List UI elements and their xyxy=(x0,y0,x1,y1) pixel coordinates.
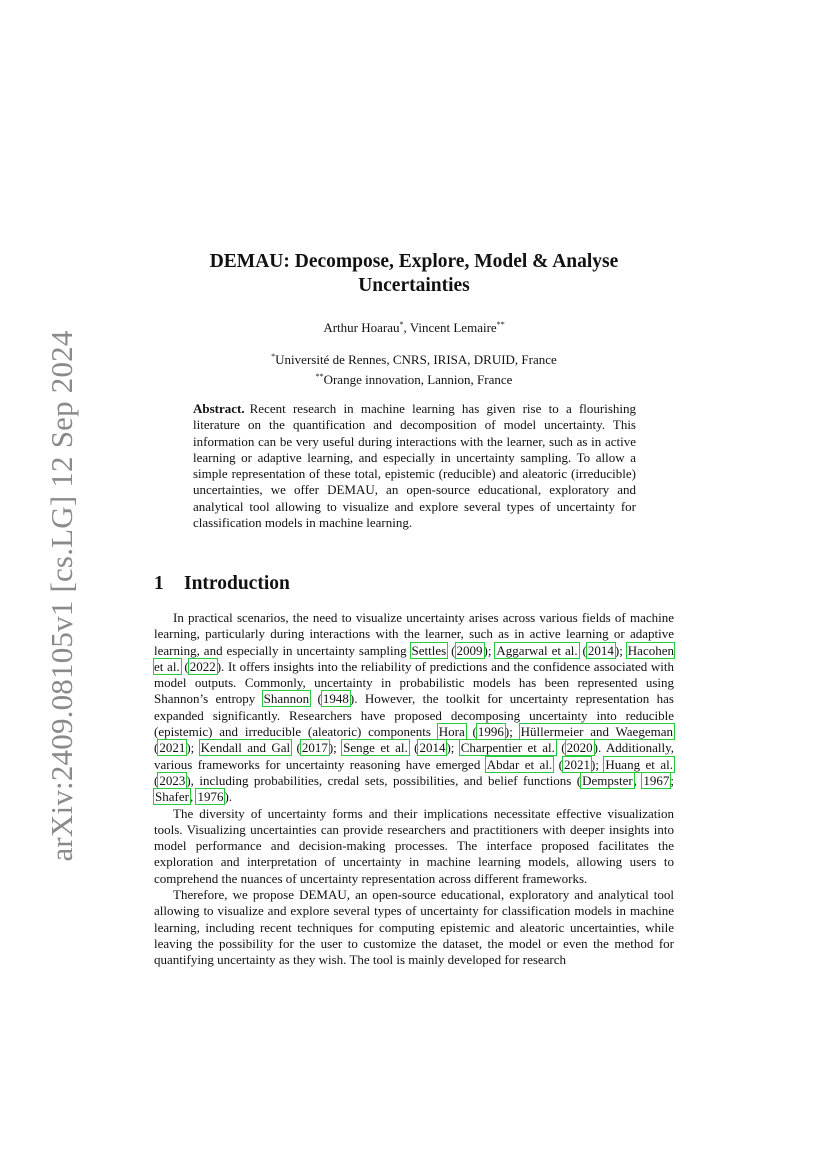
text-run: ); xyxy=(186,740,200,756)
text-run: ( xyxy=(291,740,301,756)
text-run: ( xyxy=(154,740,159,756)
text-run: ( xyxy=(447,642,456,658)
citation-link[interactable]: Charpentier et al. xyxy=(460,740,555,756)
text-run: ( xyxy=(553,756,563,772)
affiliation-mark: ** xyxy=(315,372,324,381)
title-line-2: Uncertainties xyxy=(358,275,470,296)
author-affiliation-mark: ** xyxy=(496,320,505,329)
text-run: ( xyxy=(408,740,419,756)
paper-title xyxy=(154,250,674,298)
citation-link[interactable]: 2023 xyxy=(159,772,186,788)
citation-link[interactable]: Kendall and Gal xyxy=(200,740,291,756)
author-separator: , xyxy=(403,320,410,335)
text-run: ); xyxy=(591,756,605,772)
affiliation-text: Orange innovation, Lannion, France xyxy=(323,372,513,387)
citation-link[interactable]: 2009 xyxy=(456,642,483,658)
citation-link[interactable]: 2022 xyxy=(189,658,216,674)
text-run: ). xyxy=(224,789,233,805)
paragraph: Therefore, we propose DEMAU, an open-source educational, exploratory and analytical tool allowing to visualize and explore several types of uncertainty for classification models in machine learning, including recent techniques for computing epistemic and aleatoric uncertainties, while leaving the possibility for the user to customize the dataset, the model or even the method for quantifying uncertainty as they wish. The tool is mainly developed for research xyxy=(154,887,674,968)
citation-link[interactable]: 2021 xyxy=(564,756,590,772)
section-heading xyxy=(154,572,290,596)
citation-link[interactable]: Aggarwal et al. xyxy=(496,642,578,658)
section-title: Introduction xyxy=(184,573,290,594)
affiliation-text: Université de Rennes, CNRS, IRISA, DRUID, France xyxy=(275,352,557,367)
affiliation-line xyxy=(154,348,674,368)
citation-link[interactable]: Hora xyxy=(438,724,465,740)
citation-link[interactable]: 1948 xyxy=(322,691,349,707)
text-run: ( xyxy=(465,724,477,740)
citation-link[interactable]: Hacohen et al. xyxy=(154,642,674,674)
text-run: ); xyxy=(483,642,496,658)
citation-link[interactable]: 1967 xyxy=(643,772,670,788)
body-text xyxy=(154,610,674,969)
citation-link[interactable]: 2021 xyxy=(159,740,186,756)
text-run: ); xyxy=(504,724,520,740)
citation-link[interactable]: Shafer xyxy=(155,789,189,805)
author-list xyxy=(154,316,674,336)
affiliation-mark: * xyxy=(271,352,276,361)
affiliation-line xyxy=(154,368,674,388)
citation-link[interactable]: 2017 xyxy=(301,740,328,756)
text-run: ( xyxy=(578,642,587,658)
citation-link[interactable]: Abdar et al. xyxy=(486,756,553,772)
abstract xyxy=(193,401,636,531)
citation-link[interactable]: 2014 xyxy=(419,740,446,756)
citation-link[interactable]: Huang et al. xyxy=(605,756,673,772)
citation-link[interactable]: Settles xyxy=(411,642,447,658)
text-run: ( xyxy=(154,772,159,788)
text-run: ); xyxy=(328,740,343,756)
citation-link[interactable]: Shannon xyxy=(263,691,310,707)
citation-link[interactable]: 1996 xyxy=(477,724,504,740)
citation-link[interactable]: Hüllermeier and Waegeman xyxy=(520,724,673,740)
abstract-keyword: Abstract. xyxy=(193,401,245,416)
text-run: , xyxy=(189,789,197,805)
author-name: Arthur Hoarau xyxy=(323,320,400,335)
author-name: Vincent Lemaire xyxy=(409,320,497,335)
citation-link[interactable]: Senge et al. xyxy=(343,740,408,756)
text-run: ); xyxy=(446,740,460,756)
title-line-1: DEMAU: Decompose, Explore, Model & Analyse xyxy=(209,251,619,272)
text-run: ( xyxy=(310,691,322,707)
text-run: ). It offers insights into the reliability of predictions and the confidence associated with model outputs. Commonly, uncertainty in probabilistic models has been represented using Shannon’s entropy xyxy=(154,658,675,707)
text-run: ). However, the toolkit for uncertainty representation has expanded significantly. Researchers have proposed decomposing uncertainty into reducible (epistemic) and irreducible (aleatoric) components xyxy=(154,691,674,740)
citation-link[interactable]: 2020 xyxy=(566,740,593,756)
text-run: ). Additionally, various frameworks for uncertainty reasoning have emerged xyxy=(154,740,674,772)
paragraph xyxy=(154,610,674,806)
text-run: ( xyxy=(555,740,566,756)
text-run: ( xyxy=(180,658,189,674)
affiliations xyxy=(154,348,674,388)
author-affiliation-mark: * xyxy=(399,320,404,329)
text-run: ); xyxy=(614,642,627,658)
text-run: ; xyxy=(670,772,674,788)
section-number: 1 xyxy=(154,573,164,594)
text-run: ), including probabilities, credal sets, possibilities, and belief functions ( xyxy=(186,772,582,788)
citation-link[interactable]: 2014 xyxy=(587,642,614,658)
citation-link[interactable]: Dempster xyxy=(582,772,633,788)
paragraph: The diversity of uncertainty forms and their implications necessitate effective visualization tools. Visualizing uncertainties can provide researchers and practitioners with deeper insights into model performance and decision-making processes. The interface proposed facilitates the exploration and interpretation of uncertainty in machine learning models, allowing users to comprehend the nuances of uncertainty representation across different frameworks. xyxy=(154,805,674,886)
text-run: In practical scenarios, the need to visualize uncertainty arises across various fields of machine learning, particularly during interactions with the learner, such as in active learning or adaptive learning, and especially in uncertainty sampling xyxy=(154,610,674,658)
abstract-text: Recent research in machine learning has given rise to a flourishing literature on the quantification and decomposition of model uncertainty. This information can be very useful during interactions with the learner, such as in active learning or adaptive learning, and especially in uncertainty sampling. To allow a simple representation of these total, epistemic (reducible) and aleatoric (irreducible) uncertainties, we offer DEMAU, an open-source educational, exploratory and analytical tool allowing to visualize and explore several types of uncertainty for classification models in machine learning. xyxy=(193,401,636,531)
citation-link[interactable]: 1976 xyxy=(197,789,224,805)
text-run: , xyxy=(633,772,643,788)
arxiv-identifier-stamp: arXiv:2409.08105v1 [cs.LG] 12 Sep 2024 xyxy=(44,330,79,862)
